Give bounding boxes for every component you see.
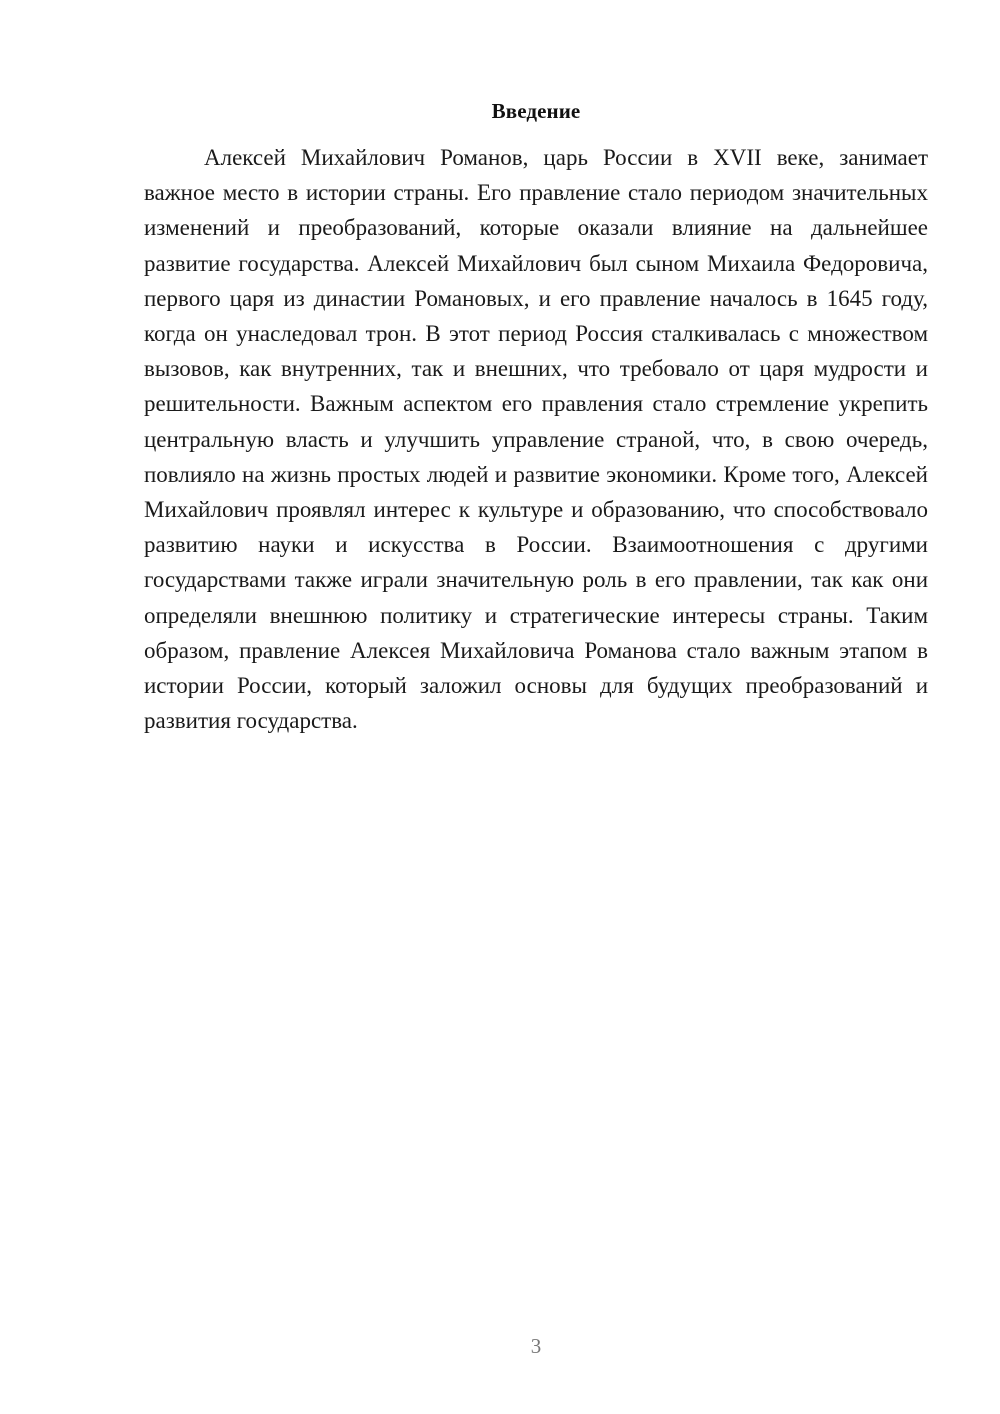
body-paragraph: Алексей Михайлович Романов, царь России в XVII веке, занимает важное место в истории страны. Его правление стало периодом значительных изменений и преобразований, которые оказали влияние на дальнейшее развитие государства. Алексей Михайлович был сыном Михаила Федоровича, первого царя из династии Романовых, и его правление началось в 1645 году, когда он унаследовал трон. В этот период Россия сталкивалась с множеством вызовов, как внутренних, так и внешних, что требовало от царя мудрости и решительности. Важным аспектом его правления стало стремление укрепить центральную власть и улучшить управление страной, что, в свою очередь, повлияло на жизнь простых людей и развитие экономики. Кроме того, Алексей Михайлович проявлял интерес к культуре и образованию, что способствовало развитию науки и искусства в России. Взаимоотношения с другими государствами также играли значительную роль в его правлении, так как они определяли внешнюю политику и стратегические интересы страны. Таким образом, правление Алексея Михайловича Романова стало важным этапом в истории России, который заложил основы для будущих преобразований и развития государства. [144, 145, 928, 734]
page-title: Введение [491, 99, 581, 123]
page-number: 3 [530, 1334, 542, 1358]
